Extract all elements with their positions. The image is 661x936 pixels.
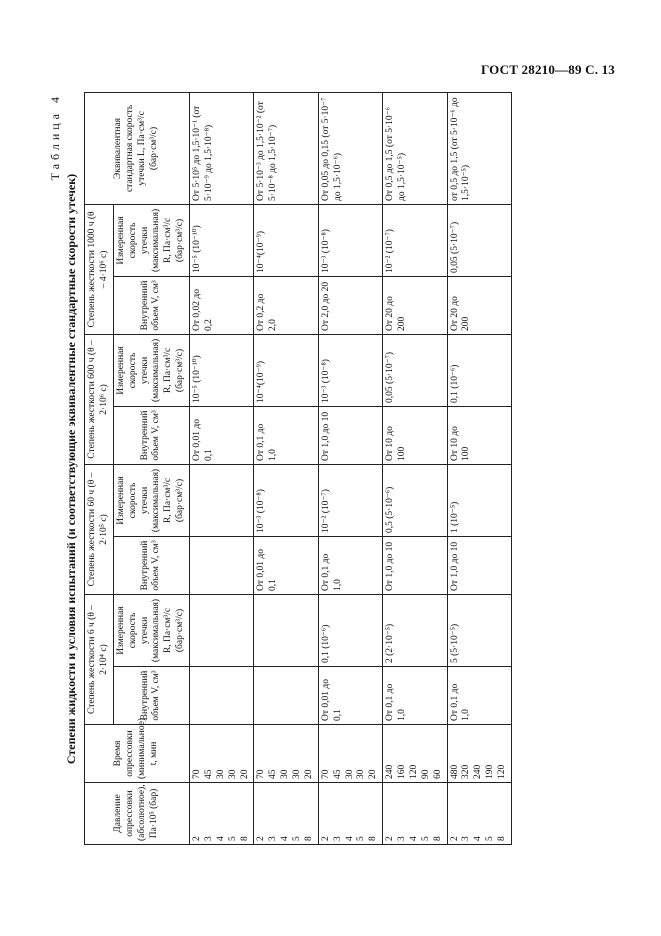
cell-pressure [447,783,511,845]
table-row [447,92,511,844]
pressure-value: 4 [215,836,226,841]
header-grade-1000h: Степень жесткости 1000 ч (θ – 4·10⁶ с) [85,204,114,334]
cell-v60: От 1,0 до 10 [383,536,447,594]
cell-r6: 5 (5·10⁻⁵) [447,594,511,666]
cell-equiv: от 0,5 до 1,5 (от 5·10⁻⁶ до 1,5·10⁻⁵) [447,92,511,204]
cell-v600: От 10 до 100 [383,406,447,464]
time-value: 70 [320,769,331,779]
table-row [254,92,318,844]
cell-r60: 10⁻² (10⁻⁷) [318,464,382,536]
cell-pressure [318,783,382,845]
pressure-value: 3 [461,836,472,841]
header-rate: Измеренная скорость утечки (максимальная) R, Па·см³/с (бар·см³/с) [113,334,189,406]
pressure-value: 8 [432,836,443,841]
cell-v6: От 0,1 до 1,0 [383,667,447,725]
table-label: Таблица 4 [48,93,62,181]
time-value: 320 [461,764,472,779]
pressure-value: 2 [192,836,202,841]
header-volume: Внутренний объем V, см³ [113,667,189,725]
cell-time [447,725,511,783]
time-value: 120 [497,764,507,779]
pressure-value: 8 [303,836,314,841]
table-row [318,92,382,844]
header-rate: Измеренная скорость утечки (максимальная) R, Па·см³/с (бар·см³/с) [113,594,189,666]
header-rate: Измеренная скорость утечки (максимальная) R, Па·см³/с (бар·см³/с) [113,464,189,536]
cell-r600: 10⁻³ (10⁻⁸) [318,334,382,406]
cell-v60: От 0,1 до 1,0 [318,536,382,594]
pressure-value: 4 [473,836,484,841]
time-value: 30 [280,769,291,779]
cell-v6 [254,667,318,725]
cell-r600: 10⁻⁴(10⁻⁹) [254,334,318,406]
pressure-value: 3 [397,836,407,841]
cell-time [318,725,382,783]
pressure-value: 5 [356,836,367,841]
time-value: 190 [485,764,496,779]
time-value: 90 [420,769,431,779]
cell-r6: 2 (2·10⁻⁵) [383,594,447,666]
cell-r1000: 10⁻⁴(10⁻⁹) [254,204,318,276]
cell-v6 [190,667,254,725]
pressure-value: 3 [332,836,343,841]
header-grade-60h: Степень жесткости 60 ч (θ – 2·10⁵ с) [85,464,114,594]
time-value: 20 [368,769,379,779]
pressure-value: 4 [408,836,419,841]
cell-r1000: 10⁻⁵ (10⁻¹⁰) [190,204,254,276]
time-value: 160 [397,764,407,779]
header-volume: Внутренний объем V, см³ [113,536,189,594]
pressure-value: 4 [280,836,291,841]
header-time: Время опрессовки (минимальное) t, мин [85,725,190,783]
cell-v600: От 1,0 до 10 [318,406,382,464]
cell-v6: От 0,1 до 1,0 [447,667,511,725]
pressure-value: 5 [292,836,302,841]
cell-v6: От 0,01 до 0,1 [318,667,382,725]
time-value: 30 [356,769,367,779]
header-grade-6h: Степень жесткости 6 ч (θ – 2·10⁴ с) [85,594,114,724]
cell-r6: 0,1 (10⁻⁶) [318,594,382,666]
time-value: 45 [268,769,279,779]
cell-v60 [190,536,254,594]
cell-v1000: От 2,0 до 20 [318,276,382,334]
cell-r600: 10⁻⁵ (10⁻¹⁰) [190,334,254,406]
cell-r60 [190,464,254,536]
cell-pressure [254,783,318,845]
cell-pressure [383,783,447,845]
time-value: 45 [203,769,214,779]
pressure-value: 3 [268,836,279,841]
cell-r60: 10⁻³ (10⁻⁸) [254,464,318,536]
rotated-table-block [48,93,620,845]
cell-r1000: 10⁻² (10⁻⁷) [383,204,447,276]
time-value: 240 [473,764,484,779]
time-value: 20 [239,769,250,779]
cell-r600: 0,1 (10⁻⁶) [447,334,511,406]
header-volume: Внутренний объем V, см³ [113,406,189,464]
header-grade-600h: Степень жесткости 600 ч (θ – 2·10⁶ с) [85,334,114,464]
time-value: 30 [227,769,238,779]
cell-r1000: 10⁻³ (10⁻⁸) [318,204,382,276]
cell-time [190,725,254,783]
cell-v60: От 0,01 до 0,1 [254,536,318,594]
page-header: ГОСТ 28210—89 С. 13 [481,62,615,77]
pressure-value: 2 [320,836,331,841]
header-volume: Внутренний объем V, см³ [113,276,189,334]
cell-time [383,725,447,783]
time-value: 30 [344,769,355,779]
time-value: 20 [303,769,314,779]
header-pressure: Давление опрессовки (абсолютное), Па·10⁵ (бар) [85,783,190,845]
cell-r60: 0,5 (5·10⁻⁶) [383,464,447,536]
header-equiv: Эквивалентная стандартная скорость утечки L, Па·см³/с (бар·см³/с) [85,92,190,204]
time-value: 60 [432,769,443,779]
leak-rate-table [84,92,512,845]
cell-equiv: От 0,05 до 0,15 (от 5·10⁻⁷ до 1,5·10⁻⁶) [318,92,382,204]
cell-time [254,725,318,783]
table-title: Степени жидкости и условия испытаний (и соответствующие эквивалентные стандартные скорости утечек) [64,173,78,765]
cell-equiv: От 5·10⁻³ до 1,5·10⁻² (от 5·10⁻⁸ до 1,5·10⁻⁷) [254,92,318,204]
pressure-value: 5 [227,836,238,841]
table-row [383,92,447,844]
pressure-value: 5 [485,836,496,841]
time-value: 70 [256,769,267,779]
pressure-value: 2 [385,836,396,841]
cell-v1000: От 20 до 200 [447,276,511,334]
pressure-value: 2 [449,836,460,841]
time-value: 30 [292,769,302,779]
time-value: 30 [215,769,226,779]
time-value: 45 [332,769,343,779]
cell-r1000: 0,05 (5·10⁻⁷) [447,204,511,276]
pressure-value: 8 [239,836,250,841]
cell-v600: От 10 до 100 [447,406,511,464]
pressure-value: 8 [368,836,379,841]
table-row [190,92,254,844]
cell-v1000: От 20 до 200 [383,276,447,334]
cell-v600: От 0,01 до 0,1 [190,406,254,464]
pressure-value: 3 [203,836,214,841]
time-value: 240 [385,764,396,779]
time-value: 70 [192,769,202,779]
cell-r6 [190,594,254,666]
cell-equiv: От 0,5 до 1,5 (от 5·10⁻⁶ до 1,5·10⁻⁵) [383,92,447,204]
cell-r6 [254,594,318,666]
header-rate: Измеренная скорость утечки (максимальная) R, Па·см³/с (бар·см³/с) [113,204,189,276]
cell-v600: От 0,1 до 1,0 [254,406,318,464]
cell-equiv: От 5·10⁵ до 1,5·10⁻¹ (от 5·10⁻⁹ до 1,5·10⁻⁸) [190,92,254,204]
cell-pressure [190,783,254,845]
cell-r600: 0,05 (5·10⁻⁷) [383,334,447,406]
cell-v1000: От 0,2 до 2,0 [254,276,318,334]
cell-v1000: От 0,02 до 0,2 [190,276,254,334]
pressure-value: 5 [420,836,431,841]
time-value: 120 [408,764,419,779]
pressure-value: 4 [344,836,355,841]
cell-v60: От 1,0 до 10 [447,536,511,594]
time-value: 480 [449,764,460,779]
cell-r60: 1 (10⁻⁵) [447,464,511,536]
pressure-value: 2 [256,836,267,841]
pressure-value: 8 [497,836,507,841]
